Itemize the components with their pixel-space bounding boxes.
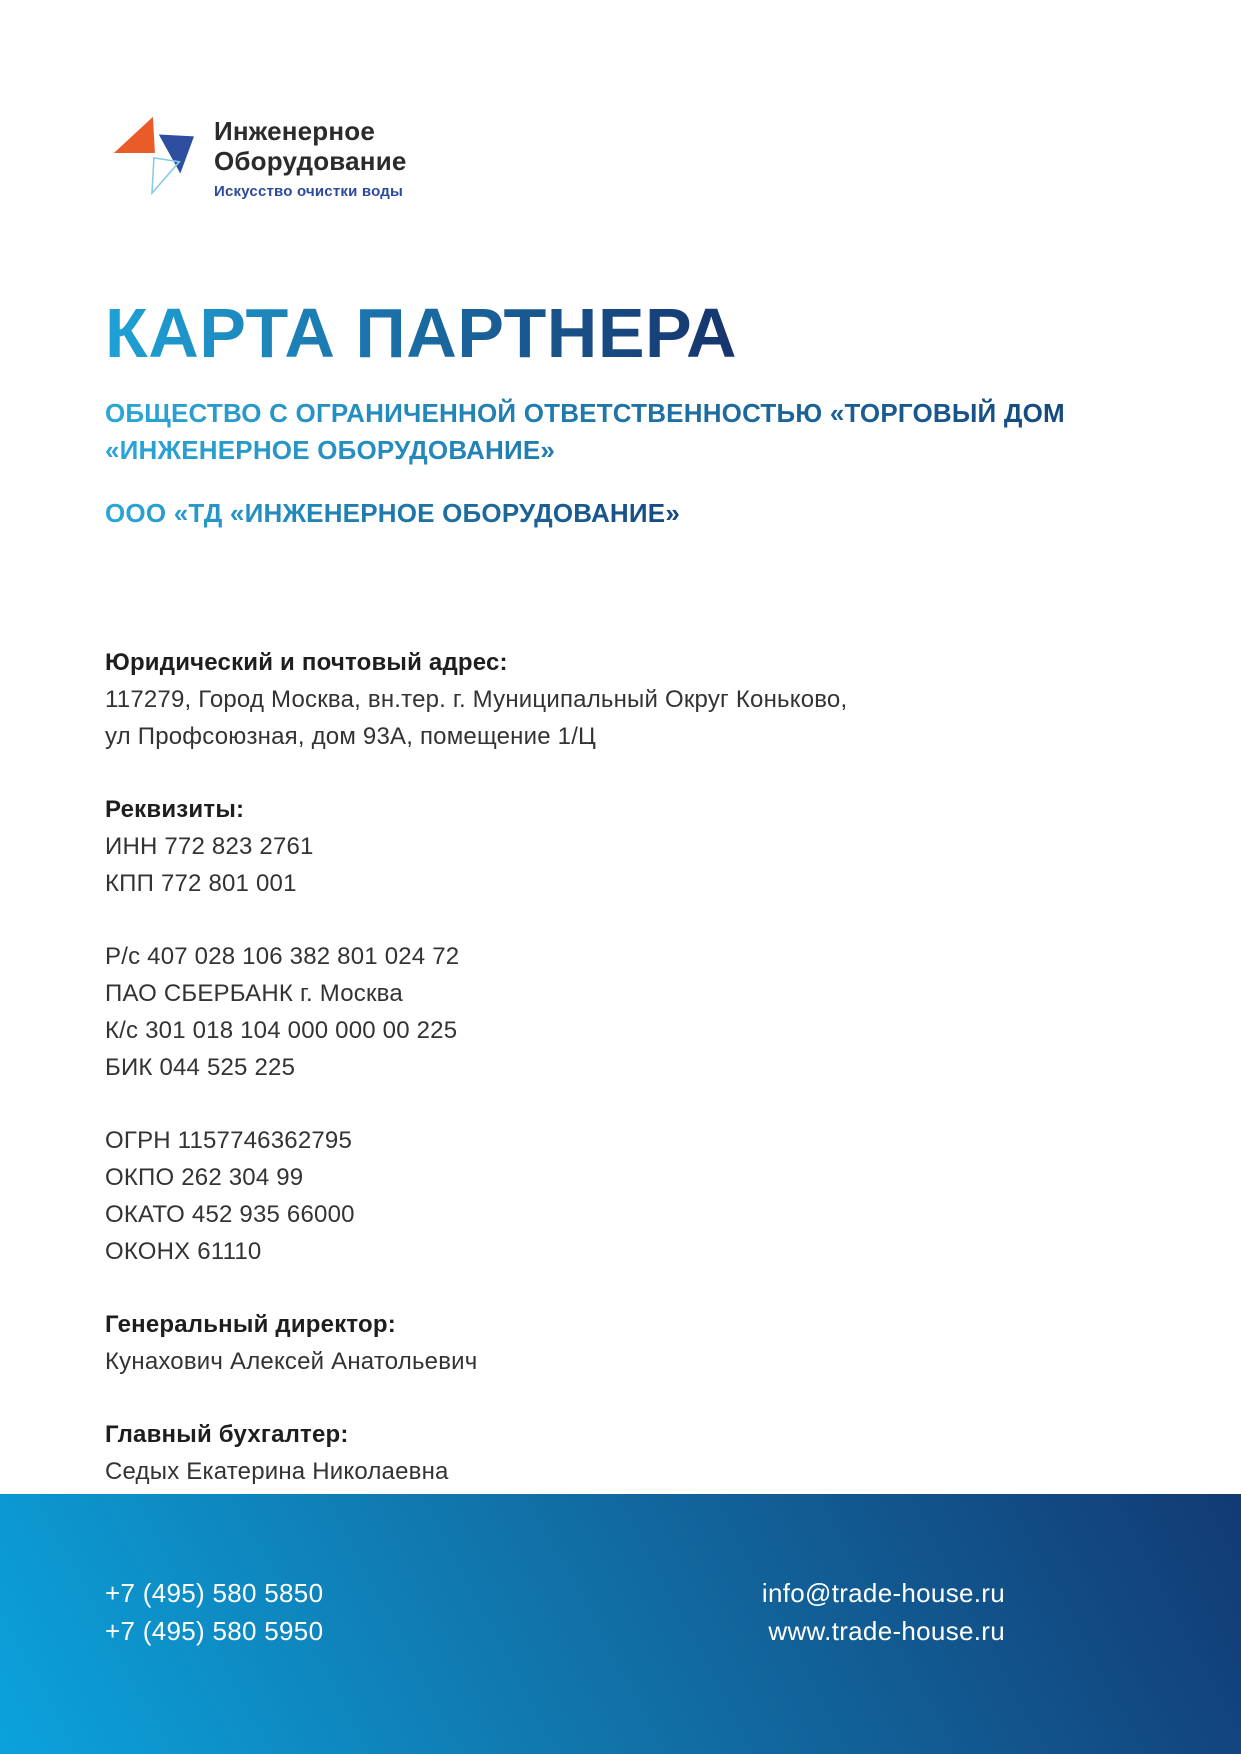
- accountant-name: Седых Екатерина Николаевна: [105, 1458, 449, 1485]
- company-logo: [108, 98, 1241, 210]
- ogrn-line: ОГРН 1157746362795: [105, 1127, 353, 1154]
- address-block: [105, 644, 1241, 755]
- address-label: Юридический и почтовый адрес:: [105, 649, 508, 676]
- director-block: [105, 1306, 1241, 1380]
- inn-line: ИНН 772 823 2761: [105, 833, 314, 860]
- logo-text: [214, 98, 407, 200]
- director-label: Генеральный директор:: [105, 1311, 396, 1338]
- accountant-label: Главный бухгалтер:: [105, 1421, 349, 1448]
- email-address: info@trade-house.ru: [761, 1578, 1005, 1608]
- bank-block: [105, 938, 1241, 1086]
- requisites-block: [105, 791, 1241, 902]
- company-short-name-row: [105, 495, 1241, 532]
- page-title: КАРТА ПАРТНЕРА: [105, 294, 738, 372]
- logo-tagline: Искусство очистки воды: [214, 183, 404, 200]
- company-full-name-line1: ОБЩЕСТВО С ОГРАНИЧЕННОЙ ОТВЕТСТВЕННОСТЬЮ «ТОРГОВЫЙ ДОМ: [105, 398, 1065, 428]
- logo-name-line1: Инженерное: [214, 116, 376, 146]
- okato-line: ОКАТО 452 935 66000: [105, 1201, 355, 1228]
- company-full-name: [105, 395, 1241, 469]
- company-short-name: ООО «ТД «ИНЖЕНЕРНОЕ ОБОРУДОВАНИЕ»: [105, 495, 680, 532]
- details-section: [105, 644, 1241, 1490]
- requisites-label: Реквизиты:: [105, 796, 245, 823]
- address-line2: ул Профсоюзная, дом 93А, помещение 1/Ц: [105, 723, 597, 750]
- bik-line: БИК 044 525 225: [105, 1054, 296, 1081]
- director-name: Кунахович Алексей Анатольевич: [105, 1348, 478, 1375]
- phone-number-1: +7 (495) 580 5850: [105, 1578, 324, 1608]
- website-url: www.trade-house.ru: [768, 1616, 1005, 1646]
- contact-footer: [0, 1494, 1241, 1754]
- registry-codes-block: [105, 1122, 1241, 1270]
- page-title-row: [105, 294, 1241, 372]
- footer-web-contacts: [762, 1574, 1005, 1754]
- footer-phones: [105, 1574, 323, 1754]
- okonh-line: ОКОНХ 61110: [105, 1238, 262, 1265]
- settlement-account-line: Р/с 407 028 106 382 801 024 72: [105, 943, 460, 970]
- okpo-line: ОКПО 262 304 99: [105, 1164, 304, 1191]
- accountant-block: [105, 1416, 1241, 1490]
- address-line1: 117279, Город Москва, вн.тер. г. Муниципальный Округ Коньково,: [105, 686, 848, 713]
- bank-name-line: ПАО СБЕРБАНК г. Москва: [105, 980, 403, 1007]
- correspondent-account-line: К/с 301 018 104 000 000 00 225: [105, 1017, 458, 1044]
- company-full-name-line2: «ИНЖЕНЕРНОЕ ОБОРУДОВАНИЕ»: [105, 435, 556, 465]
- kpp-line: КПП 772 801 001: [105, 870, 297, 897]
- phone-number-2: +7 (495) 580 5950: [105, 1616, 324, 1646]
- logo-pinwheel-icon: [108, 98, 194, 210]
- logo-name-line2: Оборудование: [214, 146, 407, 176]
